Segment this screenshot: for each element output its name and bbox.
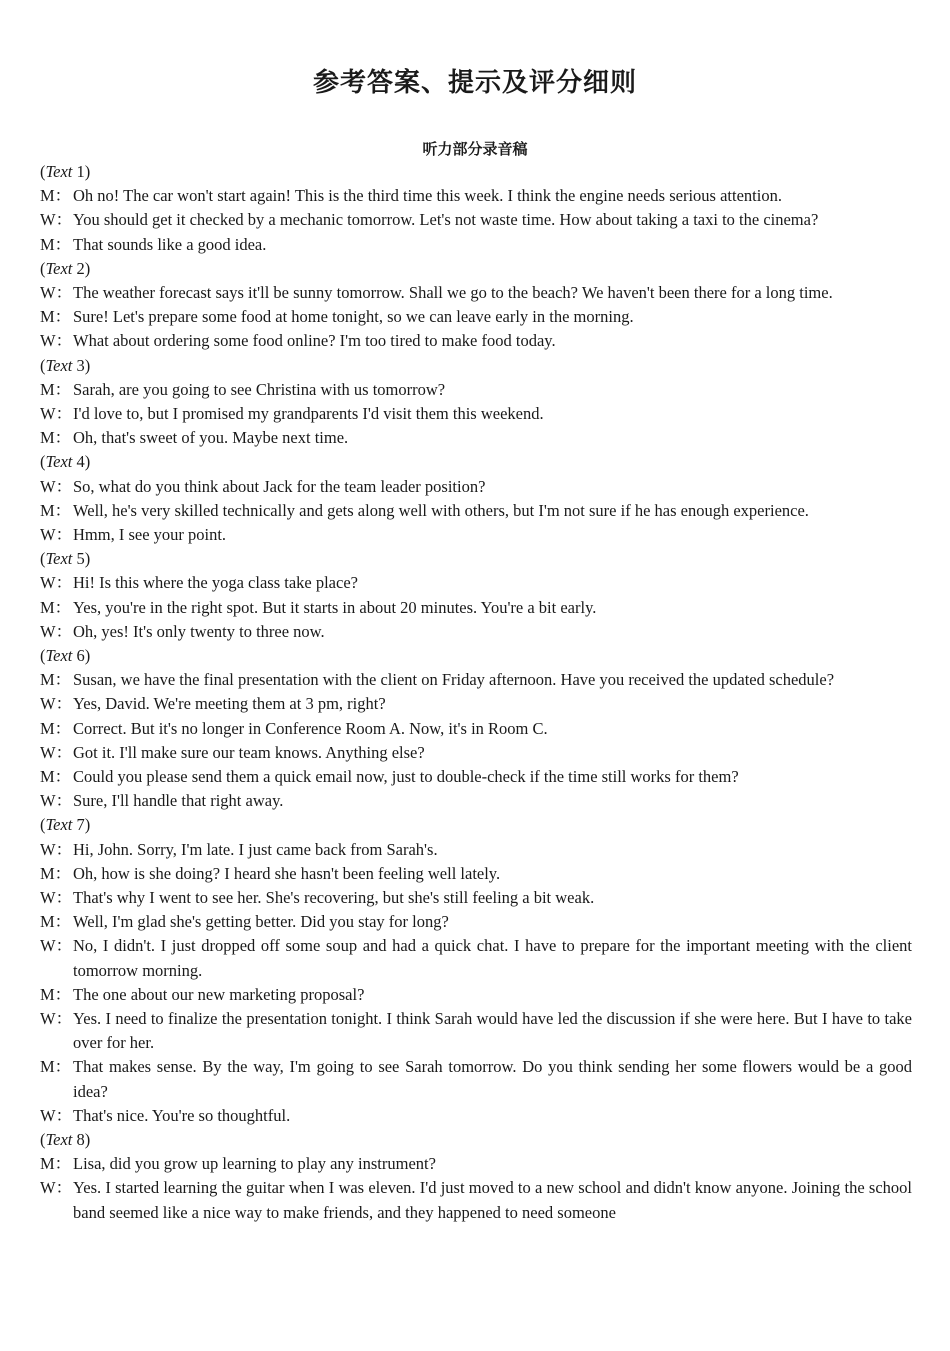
dialogue-text: That's why I went to see her. She's recovering, but she's still feeling a bit weak. bbox=[73, 887, 595, 907]
label-word: Text bbox=[45, 645, 73, 665]
label-paren: ( bbox=[40, 645, 46, 665]
label-paren: ) bbox=[84, 355, 91, 375]
speaker-label: W： bbox=[40, 1178, 73, 1198]
dialogue-line bbox=[40, 233, 912, 257]
speaker-label: W： bbox=[40, 694, 73, 714]
dialogue-line bbox=[40, 1104, 912, 1128]
speaker-label: W： bbox=[40, 621, 73, 641]
dialogue-line bbox=[40, 1055, 912, 1103]
dialogue-line bbox=[40, 789, 912, 813]
label-paren: ) bbox=[84, 549, 91, 569]
dialogue-line bbox=[40, 281, 912, 305]
label-word: Text bbox=[45, 258, 73, 278]
speaker-label: M： bbox=[40, 307, 72, 327]
dialogue-line bbox=[40, 886, 912, 910]
speaker-label: W： bbox=[40, 476, 73, 496]
dialogue-line bbox=[40, 717, 912, 741]
label-number: 3 bbox=[76, 355, 85, 375]
dialogue-line bbox=[40, 523, 912, 547]
dialogue-line bbox=[40, 1176, 912, 1224]
label-paren: ( bbox=[40, 549, 46, 569]
dialogue-text: Hi, John. Sorry, I'm late. I just came back from Sarah's. bbox=[73, 839, 438, 859]
label-paren: ) bbox=[84, 258, 91, 278]
label-paren: ( bbox=[40, 815, 46, 835]
text-section-label bbox=[40, 644, 912, 668]
speaker-label: W： bbox=[40, 210, 73, 230]
label-number: 7 bbox=[76, 815, 85, 835]
speaker-label: W： bbox=[40, 936, 73, 956]
label-number: 4 bbox=[76, 452, 85, 472]
speaker-label: M： bbox=[40, 428, 72, 448]
label-number: 2 bbox=[76, 258, 85, 278]
dialogue-line bbox=[40, 426, 912, 450]
dialogue-line bbox=[40, 305, 912, 329]
label-number: 8 bbox=[76, 1130, 85, 1150]
dialogue-line bbox=[40, 692, 912, 716]
text-section-label bbox=[40, 354, 912, 378]
text-section-label bbox=[40, 1128, 912, 1152]
dialogue-text: Yes. I need to finalize the presentation tonight. I think Sarah would have led the discussion if she were here. But I have to take over for her. bbox=[73, 1009, 912, 1053]
dialogue-line bbox=[40, 208, 912, 232]
text-section-label bbox=[40, 257, 912, 281]
transcript-body bbox=[40, 160, 912, 1225]
page-title: 参考答案、提示及评分细则 bbox=[312, 68, 637, 98]
dialogue-text: Oh no! The car won't start again! This is the third time this week. I think the engine needs serious attention. bbox=[73, 186, 782, 206]
dialogue-line bbox=[40, 1152, 912, 1176]
label-paren: ) bbox=[84, 645, 91, 665]
label-number: 5 bbox=[76, 549, 85, 569]
speaker-label: M： bbox=[40, 379, 72, 399]
dialogue-text: Lisa, did you grow up learning to play any instrument? bbox=[73, 1154, 436, 1174]
dialogue-line bbox=[40, 741, 912, 765]
dialogue-text: That makes sense. By the way, I'm going to see Sarah tomorrow. Do you think sending her some flowers would be a good idea? bbox=[73, 1057, 912, 1101]
dialogue-text: That's nice. You're so thoughtful. bbox=[73, 1105, 291, 1125]
speaker-label: W： bbox=[40, 1105, 73, 1125]
label-paren: ( bbox=[40, 162, 46, 181]
dialogue-text: Oh, that's sweet of you. Maybe next time. bbox=[73, 428, 349, 448]
label-paren: ( bbox=[40, 355, 46, 375]
speaker-label: M： bbox=[40, 912, 72, 932]
label-paren: ) bbox=[84, 1130, 91, 1150]
dialogue-text: Yes, you're in the right spot. But it starts in about 20 minutes. You're a bit early. bbox=[73, 597, 597, 617]
dialogue-text: That sounds like a good idea. bbox=[73, 234, 267, 254]
page-bottom-margin bbox=[0, 1282, 950, 1351]
speaker-label: W： bbox=[40, 331, 73, 351]
label-paren: ) bbox=[84, 452, 91, 472]
label-paren: ( bbox=[40, 452, 46, 472]
dialogue-line bbox=[40, 184, 912, 208]
speaker-label: W： bbox=[40, 573, 73, 593]
dialogue-line bbox=[40, 571, 912, 595]
text-section-label bbox=[40, 813, 912, 837]
dialogue-line bbox=[40, 329, 912, 353]
label-word: Text bbox=[45, 815, 73, 835]
label-paren: ( bbox=[40, 1130, 46, 1150]
dialogue-text: Hi! Is this where the yoga class take place? bbox=[73, 573, 358, 593]
dialogue-text: Yes, David. We're meeting them at 3 pm, right? bbox=[73, 694, 386, 714]
speaker-label: M： bbox=[40, 1057, 72, 1077]
dialogue-text: Oh, yes! It's only twenty to three now. bbox=[73, 621, 325, 641]
speaker-label: W： bbox=[40, 791, 73, 811]
dialogue-text: Correct. But it's no longer in Conference Room A. Now, it's in Room C. bbox=[73, 718, 548, 738]
label-word: Text bbox=[45, 355, 73, 375]
speaker-label: W： bbox=[40, 742, 73, 762]
dialogue-text: Could you please send them a quick email now, just to double-check if the time still works for them? bbox=[73, 766, 739, 786]
speaker-label: W： bbox=[40, 282, 73, 302]
dialogue-line bbox=[40, 1007, 912, 1055]
dialogue-text: The one about our new marketing proposal? bbox=[73, 984, 365, 1004]
dialogue-line bbox=[40, 983, 912, 1007]
dialogue-text: Well, he's very skilled technically and gets along well with others, but I'm not sure if he has enough experience. bbox=[73, 500, 809, 520]
label-paren: ( bbox=[40, 258, 46, 278]
dialogue-line bbox=[40, 402, 912, 426]
dialogue-line bbox=[40, 910, 912, 934]
dialogue-line bbox=[40, 862, 912, 886]
dialogue-line bbox=[40, 378, 912, 402]
dialogue-text: I'd love to, but I promised my grandparents I'd visit them this weekend. bbox=[73, 403, 544, 423]
speaker-label: M： bbox=[40, 766, 72, 786]
speaker-label: M： bbox=[40, 1154, 72, 1174]
dialogue-text: Oh, how is she doing? I heard she hasn't been feeling well lately. bbox=[73, 863, 501, 883]
speaker-label: M： bbox=[40, 863, 72, 883]
speaker-label: M： bbox=[40, 186, 72, 206]
text-section-label bbox=[40, 450, 912, 474]
label-paren: ) bbox=[84, 162, 91, 181]
section-subtitle: 听力部分录音稿 bbox=[422, 140, 528, 158]
label-paren: ) bbox=[84, 815, 91, 835]
dialogue-text: Susan, we have the final presentation with the client on Friday afternoon. Have you received the updated schedule? bbox=[73, 670, 835, 690]
dialogue-text: Sure! Let's prepare some food at home tonight, so we can leave early in the morning. bbox=[73, 307, 634, 327]
dialogue-line bbox=[40, 765, 912, 789]
dialogue-line bbox=[40, 596, 912, 620]
text-section-label bbox=[40, 160, 912, 184]
dialogue-text: So, what do you think about Jack for the team leader position? bbox=[73, 476, 486, 496]
speaker-label: W： bbox=[40, 403, 73, 423]
dialogue-text: Hmm, I see your point. bbox=[73, 524, 227, 544]
dialogue-text: You should get it checked by a mechanic tomorrow. Let's not waste time. How about taking a taxi to the cinema? bbox=[73, 210, 819, 230]
speaker-label: M： bbox=[40, 500, 72, 520]
speaker-label: W： bbox=[40, 839, 73, 859]
speaker-label: M： bbox=[40, 718, 72, 738]
speaker-label: M： bbox=[40, 670, 72, 690]
label-word: Text bbox=[45, 452, 73, 472]
dialogue-text: Got it. I'll make sure our team knows. Anything else? bbox=[73, 742, 425, 762]
speaker-label: W： bbox=[40, 887, 73, 907]
label-word: Text bbox=[45, 549, 73, 569]
dialogue-text: The weather forecast says it'll be sunny tomorrow. Shall we go to the beach? We haven't been there for a long time. bbox=[73, 282, 833, 302]
dialogue-text: Yes. I started learning the guitar when I was eleven. I'd just moved to a new school and didn't know anyone. Joining the school band seemed like a nice way to make friends, and they happened to need someone bbox=[73, 1178, 912, 1222]
dialogue-line bbox=[40, 668, 912, 692]
dialogue-text: Sarah, are you going to see Christina with us tomorrow? bbox=[73, 379, 446, 399]
speaker-label: M： bbox=[40, 984, 72, 1004]
label-word: Text bbox=[45, 1130, 73, 1150]
label-word: Text bbox=[45, 162, 73, 181]
speaker-label: M： bbox=[40, 597, 72, 617]
dialogue-line bbox=[40, 838, 912, 862]
dialogue-line bbox=[40, 475, 912, 499]
dialogue-line bbox=[40, 499, 912, 523]
dialogue-text: What about ordering some food online? I'm too tired to make food today. bbox=[73, 331, 556, 351]
speaker-label: M： bbox=[40, 234, 72, 254]
dialogue-line bbox=[40, 620, 912, 644]
text-section-label bbox=[40, 547, 912, 571]
label-number: 6 bbox=[76, 645, 85, 665]
dialogue-text: No, I didn't. I just dropped off some soup and had a quick chat. I have to prepare for the important meeting with the client tomorrow morning. bbox=[73, 936, 912, 980]
speaker-label: W： bbox=[40, 1009, 73, 1028]
dialogue-text: Sure, I'll handle that right away. bbox=[73, 791, 284, 811]
dialogue-line bbox=[40, 934, 912, 982]
dialogue-text: Well, I'm glad she's getting better. Did you stay for long? bbox=[73, 912, 449, 932]
speaker-label: W： bbox=[40, 524, 73, 544]
label-number: 1 bbox=[76, 162, 85, 181]
